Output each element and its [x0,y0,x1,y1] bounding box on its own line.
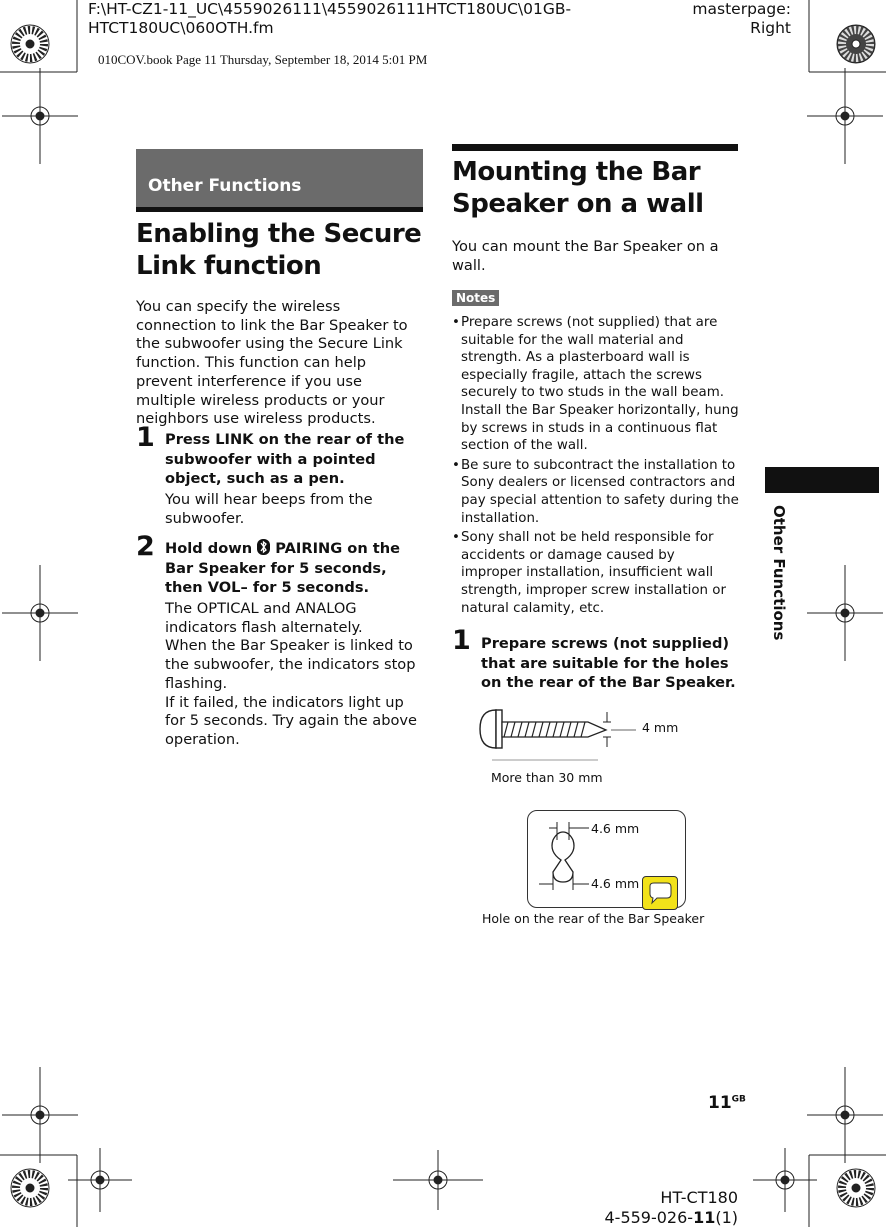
section-banner [136,149,423,207]
book-info: 010COV.book Page 11 Thursday, September 18, 2014 5:01 PM [98,52,428,67]
step-body-line: When the Bar Speaker is linked to the subwoofer, the indicators stop flashing. [165,637,416,692]
page-number [708,1093,746,1113]
masterpage-label [692,0,791,38]
right-intro: You can mount the Bar Speaker on a wall. [452,238,719,274]
file-path-line1: F:\HT-CZ1-11_UC\4559026111\4559026111HTCT180UC\01GB- [88,0,572,18]
screw-diameter-label: 4 mm [642,720,679,735]
note-item: • Be sure to subcontract the installation to Sony dealers or licensed contractors and pay special attention to safety during the installation. [452,457,739,527]
step-body: You will hear beeps from the subwoofer. [165,491,373,527]
bluetooth-icon [257,539,270,555]
hole-dim-top: 4.6 mm [591,821,640,836]
step-heading: Prepare screws (not supplied) that are suitable for the holes on the rear of the Bar Speaker. [481,635,736,691]
page-number-value: 11 [708,1093,732,1113]
left-intro: You can specify the wireless connection to link the Bar Speaker to the subwoofer using the Secure Link function. This function can help prevent interference if you use multiple wireless products or your neighbors use wireless products. [136,298,408,428]
step-body-line: If it failed, the indicators light up for 5 seconds. Try again the above operation. [165,693,418,748]
page-title-right: Mounting the Bar Speaker on a wall [452,157,704,219]
screw-neck [496,710,502,748]
notes-badge: Notes [452,290,499,306]
part-code-pre: 4-559-026- [604,1208,694,1227]
step-number: 2 [136,531,155,562]
screw-diagram [478,700,708,770]
step-heading: Press LINK on the rear of the subwoofer with a pointed object, such as a pen. [165,431,405,487]
step-heading-pre: Hold down [165,540,258,557]
part-code-post: (1) [715,1208,738,1227]
masterpage-line2: Right [750,19,791,37]
file-path [88,0,571,38]
part-code-bold: 11 [693,1208,716,1227]
page-title-left: Enabling the Secure Link function [136,219,422,281]
screw-length-label: More than 30 mm [491,770,603,785]
screw-head [480,710,496,748]
section-rule [136,207,423,212]
keyhole-shape [552,832,574,882]
note-item: • Sony shall not be held responsible for accidents or damage caused by improper installation, insufficient wall strength, improper screw installation or natural calamity, etc. [452,529,739,617]
step-heading-post: PAIRING on the Bar Speaker for 5 seconds, then VOL– for 5 seconds. [165,540,401,596]
notes-list [452,314,739,619]
model-info [604,1188,738,1228]
step-heading [165,539,425,598]
step-number: 1 [452,625,471,656]
step-body-line: The OPTICAL and ANALOG indicators flash alternately. [165,600,363,636]
section-label: Other Functions [148,176,302,196]
side-tab [765,467,879,493]
hole-caption: Hole on the rear of the Bar Speaker [482,911,705,926]
page-number-suffix: GB [731,1094,746,1105]
comment-icon[interactable] [642,876,678,910]
file-path-line2: HTCT180UC\060OTH.fm [88,19,274,37]
part-code [604,1208,738,1228]
step-body [165,600,425,750]
section-rule [452,144,738,151]
hole-dim-bottom: 4.6 mm [591,876,640,891]
model-number: HT-CT180 [660,1188,738,1207]
masterpage-line1: masterpage: [692,0,791,18]
side-tab-label: Other Functions [770,505,788,641]
note-item: • Prepare screws (not supplied) that are suitable for the wall material and strength. As a plasterboard wall is especially fragile, attach the screws securely to two studs in the wall beam. Install the Bar Speaker horizontally, hung by screws in studs in a continuous flat section of the wall. [452,314,739,455]
step-number: 1 [136,422,155,453]
